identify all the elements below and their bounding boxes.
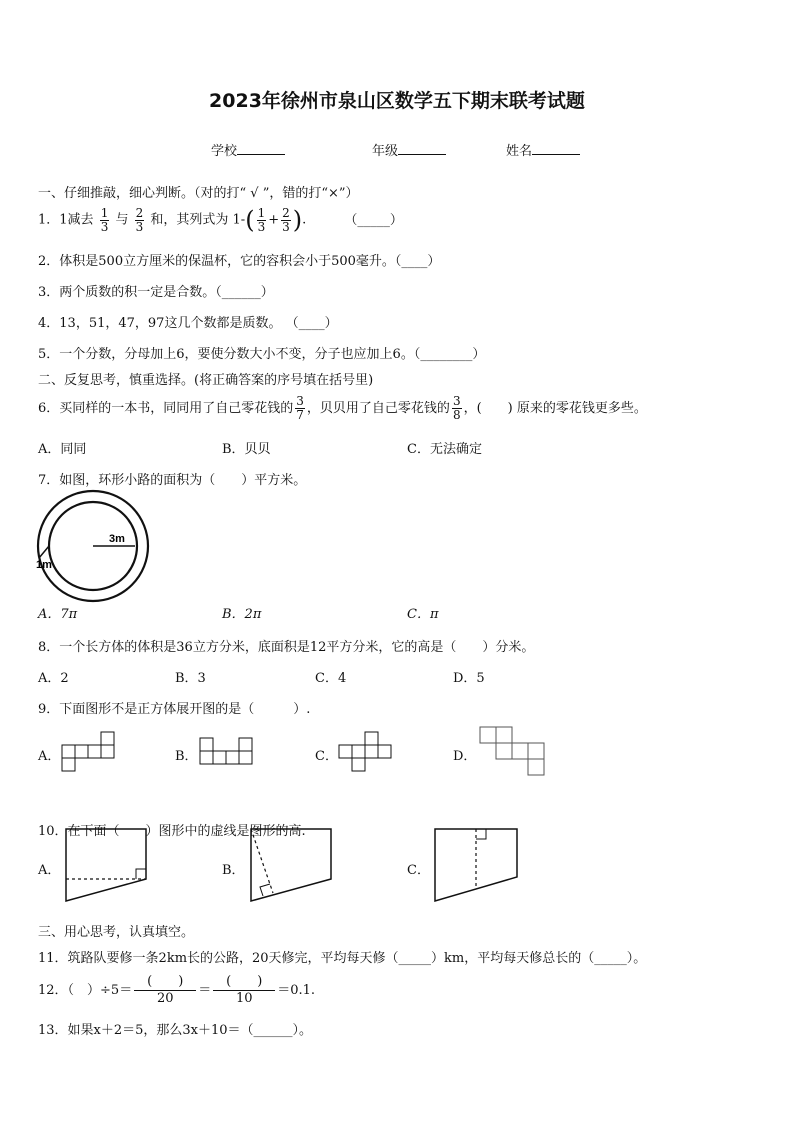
q10-figure-a bbox=[64, 827, 150, 903]
name-field[interactable] bbox=[506, 140, 580, 159]
width-line bbox=[39, 546, 49, 558]
width-label: 1m bbox=[36, 559, 52, 571]
q9-net-c bbox=[339, 732, 393, 772]
q10-option-a[interactable]: A． bbox=[38, 863, 61, 878]
name-label: 姓名 bbox=[506, 144, 533, 159]
q7-option-a[interactable]: A．7π bbox=[38, 607, 78, 622]
q10-option-c[interactable]: C． bbox=[407, 863, 430, 878]
q6-option-a[interactable]: A．同同 bbox=[38, 442, 87, 457]
grade-field[interactable] bbox=[372, 140, 446, 159]
q10-option-b[interactable]: B． bbox=[222, 863, 245, 878]
school-label: 学校 bbox=[211, 144, 238, 159]
q9-net-a bbox=[62, 732, 116, 772]
question-3: 3．两个质数的积一定是合数。（______） bbox=[38, 285, 274, 300]
q8-option-c[interactable]: C．4 bbox=[315, 671, 347, 686]
q10-figure-c bbox=[433, 827, 521, 903]
q8-option-b[interactable]: B．3 bbox=[175, 671, 206, 686]
question-12: 12．（ ）÷5＝ $\frac{( )}{20}$ ＝ $\frac{( )}{10}$ ＝0.1. bbox=[38, 974, 316, 1006]
question-1: 1．1减去 $\frac{1}{3}$ 与 $\frac{2}{3}$ 和，其列式为 1-( $\frac{1}{3}$ + $\frac{2}{3}$ ). （_____） bbox=[38, 205, 403, 234]
q6-option-b[interactable]: B．贝贝 bbox=[222, 442, 271, 457]
section-1-heading: 一、仔细推敲，细心判断。（对的打“ √ ”，错的打“×”） bbox=[38, 186, 359, 201]
q1-answer-blank[interactable]: （_____） bbox=[344, 212, 403, 228]
question-10: 10．在下面（ ）图形中的虚线是图形的高. bbox=[38, 824, 306, 839]
section-2-heading: 二、反复思考，慎重选择。(将正确答案的序号填在括号里) bbox=[38, 373, 374, 388]
section-3-heading: 三、用心思考，认真填空。 bbox=[38, 925, 195, 940]
q9-option-c[interactable]: C． bbox=[315, 749, 338, 764]
question-8: 8．一个长方体的体积是36立方分米，底面积是12平方分米，它的高是（ ）分米。 bbox=[38, 640, 535, 655]
question-11: 11．筑路队要修一条2km长的公路，20天修完，平均每天修（_____）km，平均每天修总长的（_____）。 bbox=[38, 951, 647, 966]
radius-label: 3m bbox=[109, 533, 125, 545]
q8-option-d[interactable]: D．5 bbox=[453, 671, 485, 686]
question-9: 9．下面图形不是正方体展开图的是（ ）. bbox=[38, 702, 311, 717]
q6-option-c[interactable]: C．无法确定 bbox=[407, 442, 482, 457]
q9-option-a[interactable]: A． bbox=[38, 749, 61, 764]
q9-net-b bbox=[200, 738, 254, 766]
grade-label: 年级 bbox=[372, 144, 399, 159]
question-7: 7．如图，环形小路的面积为（ ）平方米。 bbox=[38, 473, 307, 488]
question-2: 2．体积是500立方厘米的保温杯，它的容积会小于500毫升。（____） bbox=[38, 254, 441, 269]
q10-figure-b bbox=[249, 827, 335, 903]
question-4: 4．13，51，47，97这几个数都是质数。 （____） bbox=[38, 316, 338, 331]
q9-option-b[interactable]: B． bbox=[175, 749, 198, 764]
question-5: 5．一个分数，分母加上6，要使分数大小不变，分子也应加上6。（________） bbox=[38, 347, 486, 362]
question-6: 6．买同样的一本书，同同用了自己零花钱的 $\frac{3}{7}$ ，贝贝用了自己零花钱的 $\frac{3}{8}$ ，( ) 原来的零花钱更多些。 bbox=[38, 394, 647, 422]
page-title: 2023年徐州市泉山区数学五下期末联考试题 bbox=[209, 90, 585, 112]
q7-option-c[interactable]: C．π bbox=[407, 607, 439, 622]
ring-path-figure bbox=[36, 494, 156, 604]
question-13: 13．如果x＋2＝5，那么3x＋10＝（______）。 bbox=[38, 1023, 313, 1038]
q9-option-d[interactable]: D． bbox=[453, 749, 477, 764]
q9-net-d bbox=[480, 727, 548, 777]
school-field[interactable] bbox=[211, 140, 285, 159]
q8-option-a[interactable]: A．2 bbox=[38, 671, 69, 686]
q7-option-b[interactable]: B．2π bbox=[222, 607, 262, 622]
